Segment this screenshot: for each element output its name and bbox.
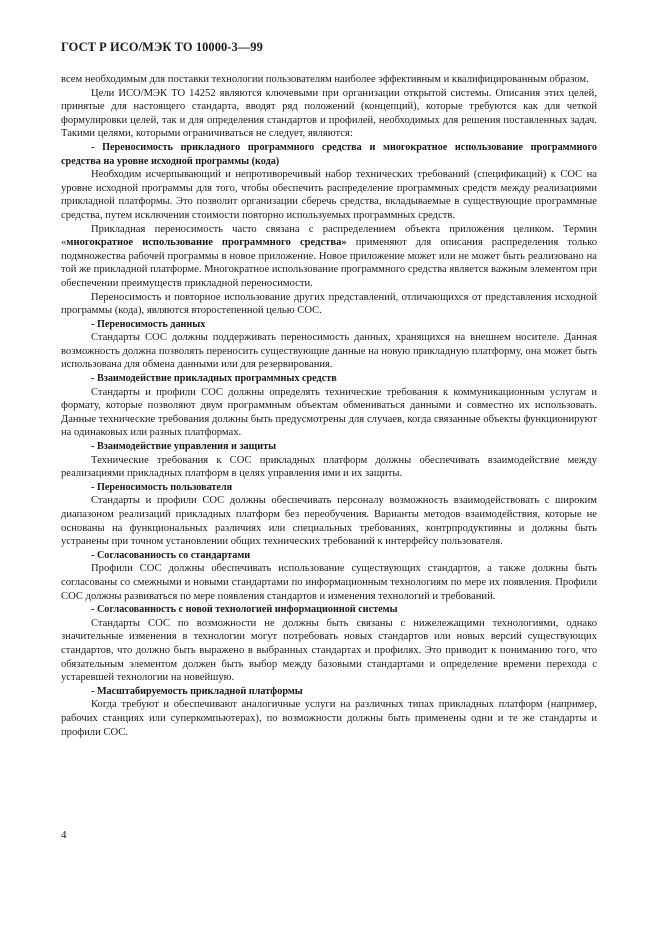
- page-number: 4: [61, 829, 67, 841]
- paragraph-software-reuse: [61, 223, 597, 291]
- paragraph-secondary-goal: Переносимость и повторное использование других представлений, отличающихся от представления исходной программы (кода), являются второстепенной целью СОС.: [61, 291, 597, 317]
- paragraph-software-interoperability: Стандарты и профили СОС должны определять технические требования к коммуникационным услугам и формату, которые позволяют двум программным объектам обмениваться данными и совместно их использовать. Данные технические требования должны быть предусмотрены для случаев, когда связанные объекты функционируют на одинаковых или разных платформах.: [61, 386, 597, 439]
- document-header: ГОСТ Р ИСО/МЭК ТО 10000-3—99: [61, 40, 263, 54]
- section-heading-management-security: - Взаимодействие управления и защиты: [91, 441, 277, 453]
- document-page: [61, 40, 597, 739]
- section-heading-software-interoperability: - Взаимодействие прикладных программных средств: [91, 373, 337, 385]
- paragraph-user-portability: Стандарты и профили СОС должны обеспечивать персоналу возможность взаимодействовать с широким диапазоном реализаций прикладных платформ без переобучения. Варианты методов взаимодействия, которые не основаны на функциональных различиях или специальных требованиях, контрпродуктивны и должны быть устранены при точном установлении общих технических требований к интерфейсу пользователя.: [61, 495, 597, 548]
- section-heading-user-portability: - Переносимость пользователя: [91, 481, 233, 493]
- paragraph-management-security: Технические требования к СОС прикладных платформ должны обеспечивать взаимодействие между реализациями прикладных платформ в целях управления ими и их защиты.: [61, 454, 597, 480]
- section-heading-platform-scalability: - Масштабируемость прикладной платформы: [91, 685, 303, 697]
- section-heading-standards-consistency: - Согласованность со стандартами: [91, 549, 251, 561]
- section-heading-application-portability: - Переносимость прикладного программного средства и многократное использование программного средства на уровне исходной программы (кода): [61, 141, 597, 167]
- term-software-reuse: многократное использование программного средства»: [66, 237, 347, 249]
- paragraph-application-portability: Необходим исчерпывающий и непротиворечивый набор технических требований (спецификаций) к СОС на уровне исходной программы для того, чтобы обеспечить распределение программных средств между реализациями прикладной платформы. Это позволит организации сберечь средства, вкладываемые в существующие программные средства, путем исключения стоимости повторно используемых программных средств.: [61, 169, 597, 221]
- paragraph-software-reuse-part-a: Прикладная переносимость часто связана с распределением объекта приложения целиком. Термин «: [61, 223, 597, 249]
- paragraph-goals-intro: Цели ИСО/МЭК ТО 14252 являются ключевыми при организации открытой системы. Описания этих целей, принятые для настоящего стандарта, вводят ряд положений (концепций), которые требуются как для четкой формулировки целей, так и для определения стандартов и профилей, необходимых для решения поставленных задач. Такими целями, которыми ограничиваться не следует, являются:: [61, 87, 597, 140]
- paragraph-continuation: всем необходимым для поставки технологии пользователям наиболее эффективным и квалифицированным образом.: [61, 74, 589, 85]
- paragraph-new-technology: Стандарты СОС по возможности не должны быть связаны с нижележащими технологиями, однако значительные изменения в технологии могут потребовать новых стандартов или новых версий существующих стандартов, что должно быть выражено в выбранных стандартах и профилях. Это приводит к пониманию того, что обязательным элементом должен быть выбор между базовыми стандартами и определение времени перехода с устаревшей технологии на новейшую.: [61, 617, 597, 684]
- paragraph-standards-consistency: Профили СОС должны обеспечивать использование существующих стандартов, а также должны быть согласованы со смежными и новыми стандартами по информационным технологиям по мере их появления. Профили СОС должны развиваться по мере появления стандартов и изменения технологий и требований.: [61, 563, 597, 602]
- section-heading-new-technology: - Согласованность с новой технологией информационной системы: [91, 604, 398, 616]
- paragraph-platform-scalability: Когда требуют и обеспечивают аналогичные услуги на различных типах прикладных платформ (например, рабочих станциях или суперкомпьютерах), по возможности должны быть применены одни и те же стандарты и профили СОС.: [61, 699, 597, 738]
- section-heading-data-portability: - Переносимость данных: [91, 318, 206, 330]
- document-body: [61, 73, 597, 739]
- paragraph-software-reuse-part-b: применяют для описания распределения только подмножества рабочей программы в новое приложение. Новое приложение может или не может быть реализовано на той же прикладной платформе. Многократное использование программного средства является важным элементом при обеспечении преимуществ прикладной переносимости.: [61, 237, 598, 289]
- paragraph-data-portability: Стандарты СОС должны поддерживать переносимость данных, хранящихся на внешнем носителе. Данная возможность должна позволять переносить существующие данные на новую прикладную платформу, она может быть использована для обмена данными или для резервирования.: [61, 332, 597, 371]
